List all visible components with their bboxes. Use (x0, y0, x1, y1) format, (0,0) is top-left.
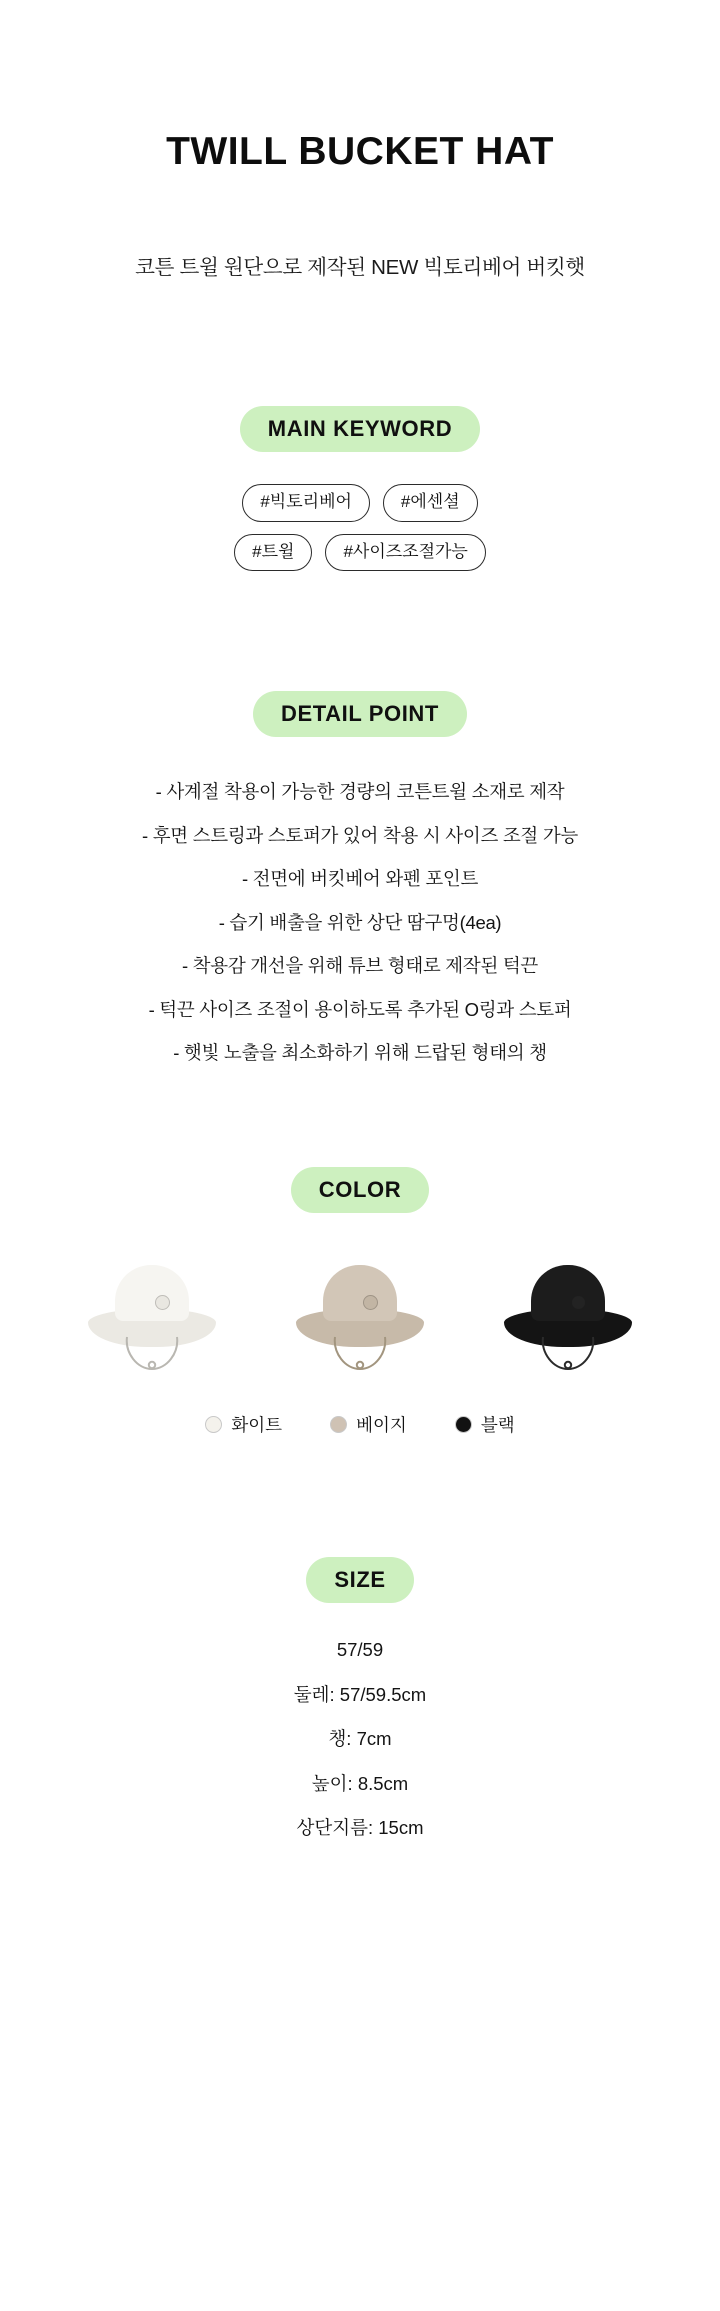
detail-line: - 턱끈 사이즈 조절이 용이하도록 추가된 O링과 스토퍼 (148, 998, 572, 1020)
color-swatch-beige (330, 1412, 407, 1437)
color-label: 베이지 (356, 1415, 407, 1436)
keyword-tag: #트윌 (234, 534, 312, 571)
main-keyword-heading: MAIN KEYWORD (240, 406, 480, 452)
product-subtitle: 코튼 트윌 원단으로 제작된 NEW 빅토리베어 버킷햇 (135, 256, 585, 279)
section-header-main-keyword (0, 406, 720, 452)
section-header-color (0, 1167, 720, 1213)
section-header-detail-point (0, 691, 720, 737)
color-dot (330, 1416, 347, 1433)
color-swatch-white (205, 1412, 282, 1437)
keyword-row-2 (0, 534, 720, 571)
bear-patch-icon (155, 1295, 170, 1310)
chin-strap (525, 1335, 611, 1375)
keyword-tag-group (0, 484, 720, 571)
size-line: 높이: 8.5cm (311, 1772, 409, 1794)
chin-strap (317, 1335, 403, 1375)
bear-patch-icon (571, 1295, 586, 1310)
section-header-size (0, 1557, 720, 1603)
size-heading: SIZE (306, 1557, 413, 1603)
color-swatch-row (0, 1412, 720, 1437)
hat-image-black (488, 1259, 648, 1394)
detail-line: - 전면에 버킷베어 와펜 포인트 (241, 868, 479, 890)
detail-line: - 후면 스트링과 스토퍼가 있어 착용 시 사이즈 조절 가능 (142, 824, 578, 846)
color-swatch-black (455, 1412, 515, 1437)
size-line: 둘레: 57/59.5cm (293, 1683, 427, 1705)
size-spec-list (0, 1641, 720, 1838)
size-line: 상단지름: 15cm (296, 1817, 424, 1839)
detail-point-heading: DETAIL POINT (253, 691, 467, 737)
color-dot (205, 1416, 222, 1433)
detail-line: - 착용감 개선을 위해 튜브 형태로 제작된 턱끈 (181, 955, 539, 977)
size-line: 챙: 7cm (328, 1728, 392, 1750)
hat-crown (323, 1265, 397, 1321)
color-dot (455, 1416, 472, 1433)
color-image-row (0, 1259, 720, 1394)
color-heading: COLOR (291, 1167, 429, 1213)
bear-patch-icon (363, 1295, 378, 1310)
detail-line: - 사계절 착용이 가능한 경량의 코튼트윌 소재로 제작 (155, 781, 565, 803)
detail-point-list (0, 783, 720, 1063)
bucket-hat-illustration (296, 1265, 424, 1377)
bucket-hat-illustration (504, 1265, 632, 1377)
hat-crown (115, 1265, 189, 1321)
color-label: 블랙 (480, 1415, 515, 1436)
chin-strap (109, 1335, 195, 1375)
keyword-tag: #에센셜 (383, 484, 478, 521)
keyword-tag: #빅토리베어 (242, 484, 370, 521)
keyword-row-1 (0, 484, 720, 521)
title-block (0, 0, 720, 280)
bucket-hat-illustration (88, 1265, 216, 1377)
hat-crown (531, 1265, 605, 1321)
detail-line: - 햇빛 노출을 최소화하기 위해 드랍된 형태의 챙 (173, 1042, 547, 1064)
page-title: TWILL BUCKET HAT (166, 130, 554, 173)
detail-line: - 습기 배출을 위한 상단 땀구멍(4ea) (218, 911, 502, 933)
hat-image-white (72, 1259, 232, 1394)
color-label: 화이트 (231, 1415, 283, 1436)
size-line: 57/59 (336, 1639, 384, 1661)
keyword-tag: #사이즈조절가능 (325, 534, 485, 571)
hat-image-beige (280, 1259, 440, 1394)
